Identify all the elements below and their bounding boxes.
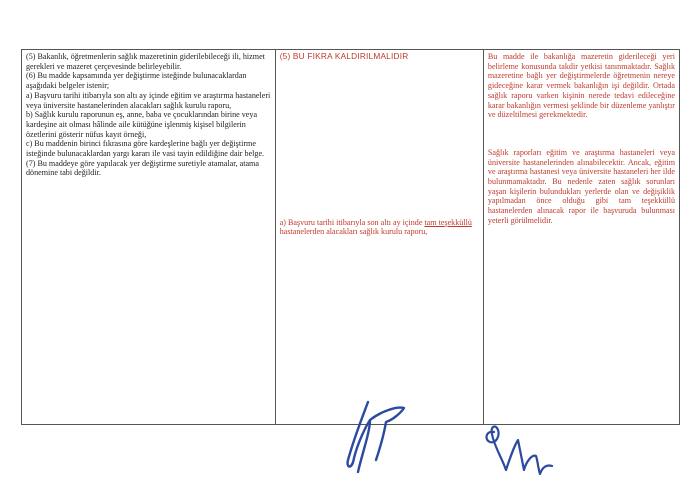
justification-paragraph-2: Sağlık raporları eğitim ve araştırma hastaneleri veya üniversite hastanelerinden alınabilecektir. Ancak, eğitim ve araştırma hastanesi veya üniversite hastaneleri her ilde bulunmamaktadır. Bu nedenle zaten sağlık sorunları yaşan kişilerin bulundukları yerlerde olan ve değişiklik yapılmadan önce olduğu gibi tam teşekküllü hastanelerden alınacak rapor ile başvuruda bulunması yeterli görülmelidir. bbox=[487, 147, 675, 225]
item-c: c) Bu maddenin birinci fıkrasına göre kardeşlerine bağlı yer değiştirme isteğinde bulunacaklardan yargı kararı ile vasi tayin edildiğine dair belge. bbox=[26, 139, 265, 159]
table-row bbox=[22, 50, 680, 425]
item-b: b) Sağlık kurulu raporunun eş, anne, baba ve çocuklarından birine veya kardeşine ait olması hâlinde aile kütüğüne işlenmiş kişisel bilgilerin özetlerini gösterir nüfus kayıt örneği, bbox=[26, 110, 258, 139]
comparison-table bbox=[21, 49, 680, 425]
paragraph-6: (6) Bu madde kapsamında yer değiştirme isteğinde bulunacaklardan aşağıdaki belgeler istenir; bbox=[26, 71, 247, 91]
proposed-item-a-start: a) Başvuru tarihi itibarıyla son altı ay içinde bbox=[279, 217, 425, 227]
signature-1 bbox=[340, 398, 420, 478]
proposed-item-a-end: hastanelerden alacakları sağlık kurulu raporu, bbox=[279, 227, 428, 237]
proposed-item-a bbox=[280, 218, 479, 237]
signature-2 bbox=[480, 418, 560, 483]
current-text-column bbox=[22, 50, 276, 425]
justification-paragraph-1: Bu madde ile bakanlığa mazeretin giderileceği yeri belirleme konusunda takdir yetkisi tanınmaktadır. Sağlık mazeretine bağlı yer değiştirmelerde öğretmenin nereye gideceğine karar vermek bakanlığın işi değildir. Ortada sağlık raporu varken kişinin nerede tedavi edileceğine karar bakanlığın vermesi şeklinde bir düzenleme yanlıştır ve düzeltilmesi gerekmektedir. bbox=[487, 52, 675, 120]
item-a: a) Başvuru tarihi itibarıyla son altı ay içinde eğitim ve araştırma hastaneleri veya üniversite hastanelerinden alacakları sağlık kurulu raporu, bbox=[26, 90, 271, 110]
paragraph-5: (5) Bakanlık, öğretmenlerin sağlık mazeretinin giderilebileceği ili, hizmet gerekleri ve mazeret çerçevesinde belirleyebilir. bbox=[26, 52, 265, 71]
proposed-text-column bbox=[275, 50, 483, 425]
remove-clause-title: (5) BU FIKRA KALDIRILMALIDIR bbox=[279, 51, 409, 61]
justification-column bbox=[483, 50, 679, 425]
paragraph-7: (7) Bu maddeye göre yapılacak yer değiştirme suretiyle atamalar, atama dönemine tabi değildir. bbox=[26, 158, 259, 178]
full-hospital-underlined: tam teşekküllü bbox=[424, 217, 472, 227]
